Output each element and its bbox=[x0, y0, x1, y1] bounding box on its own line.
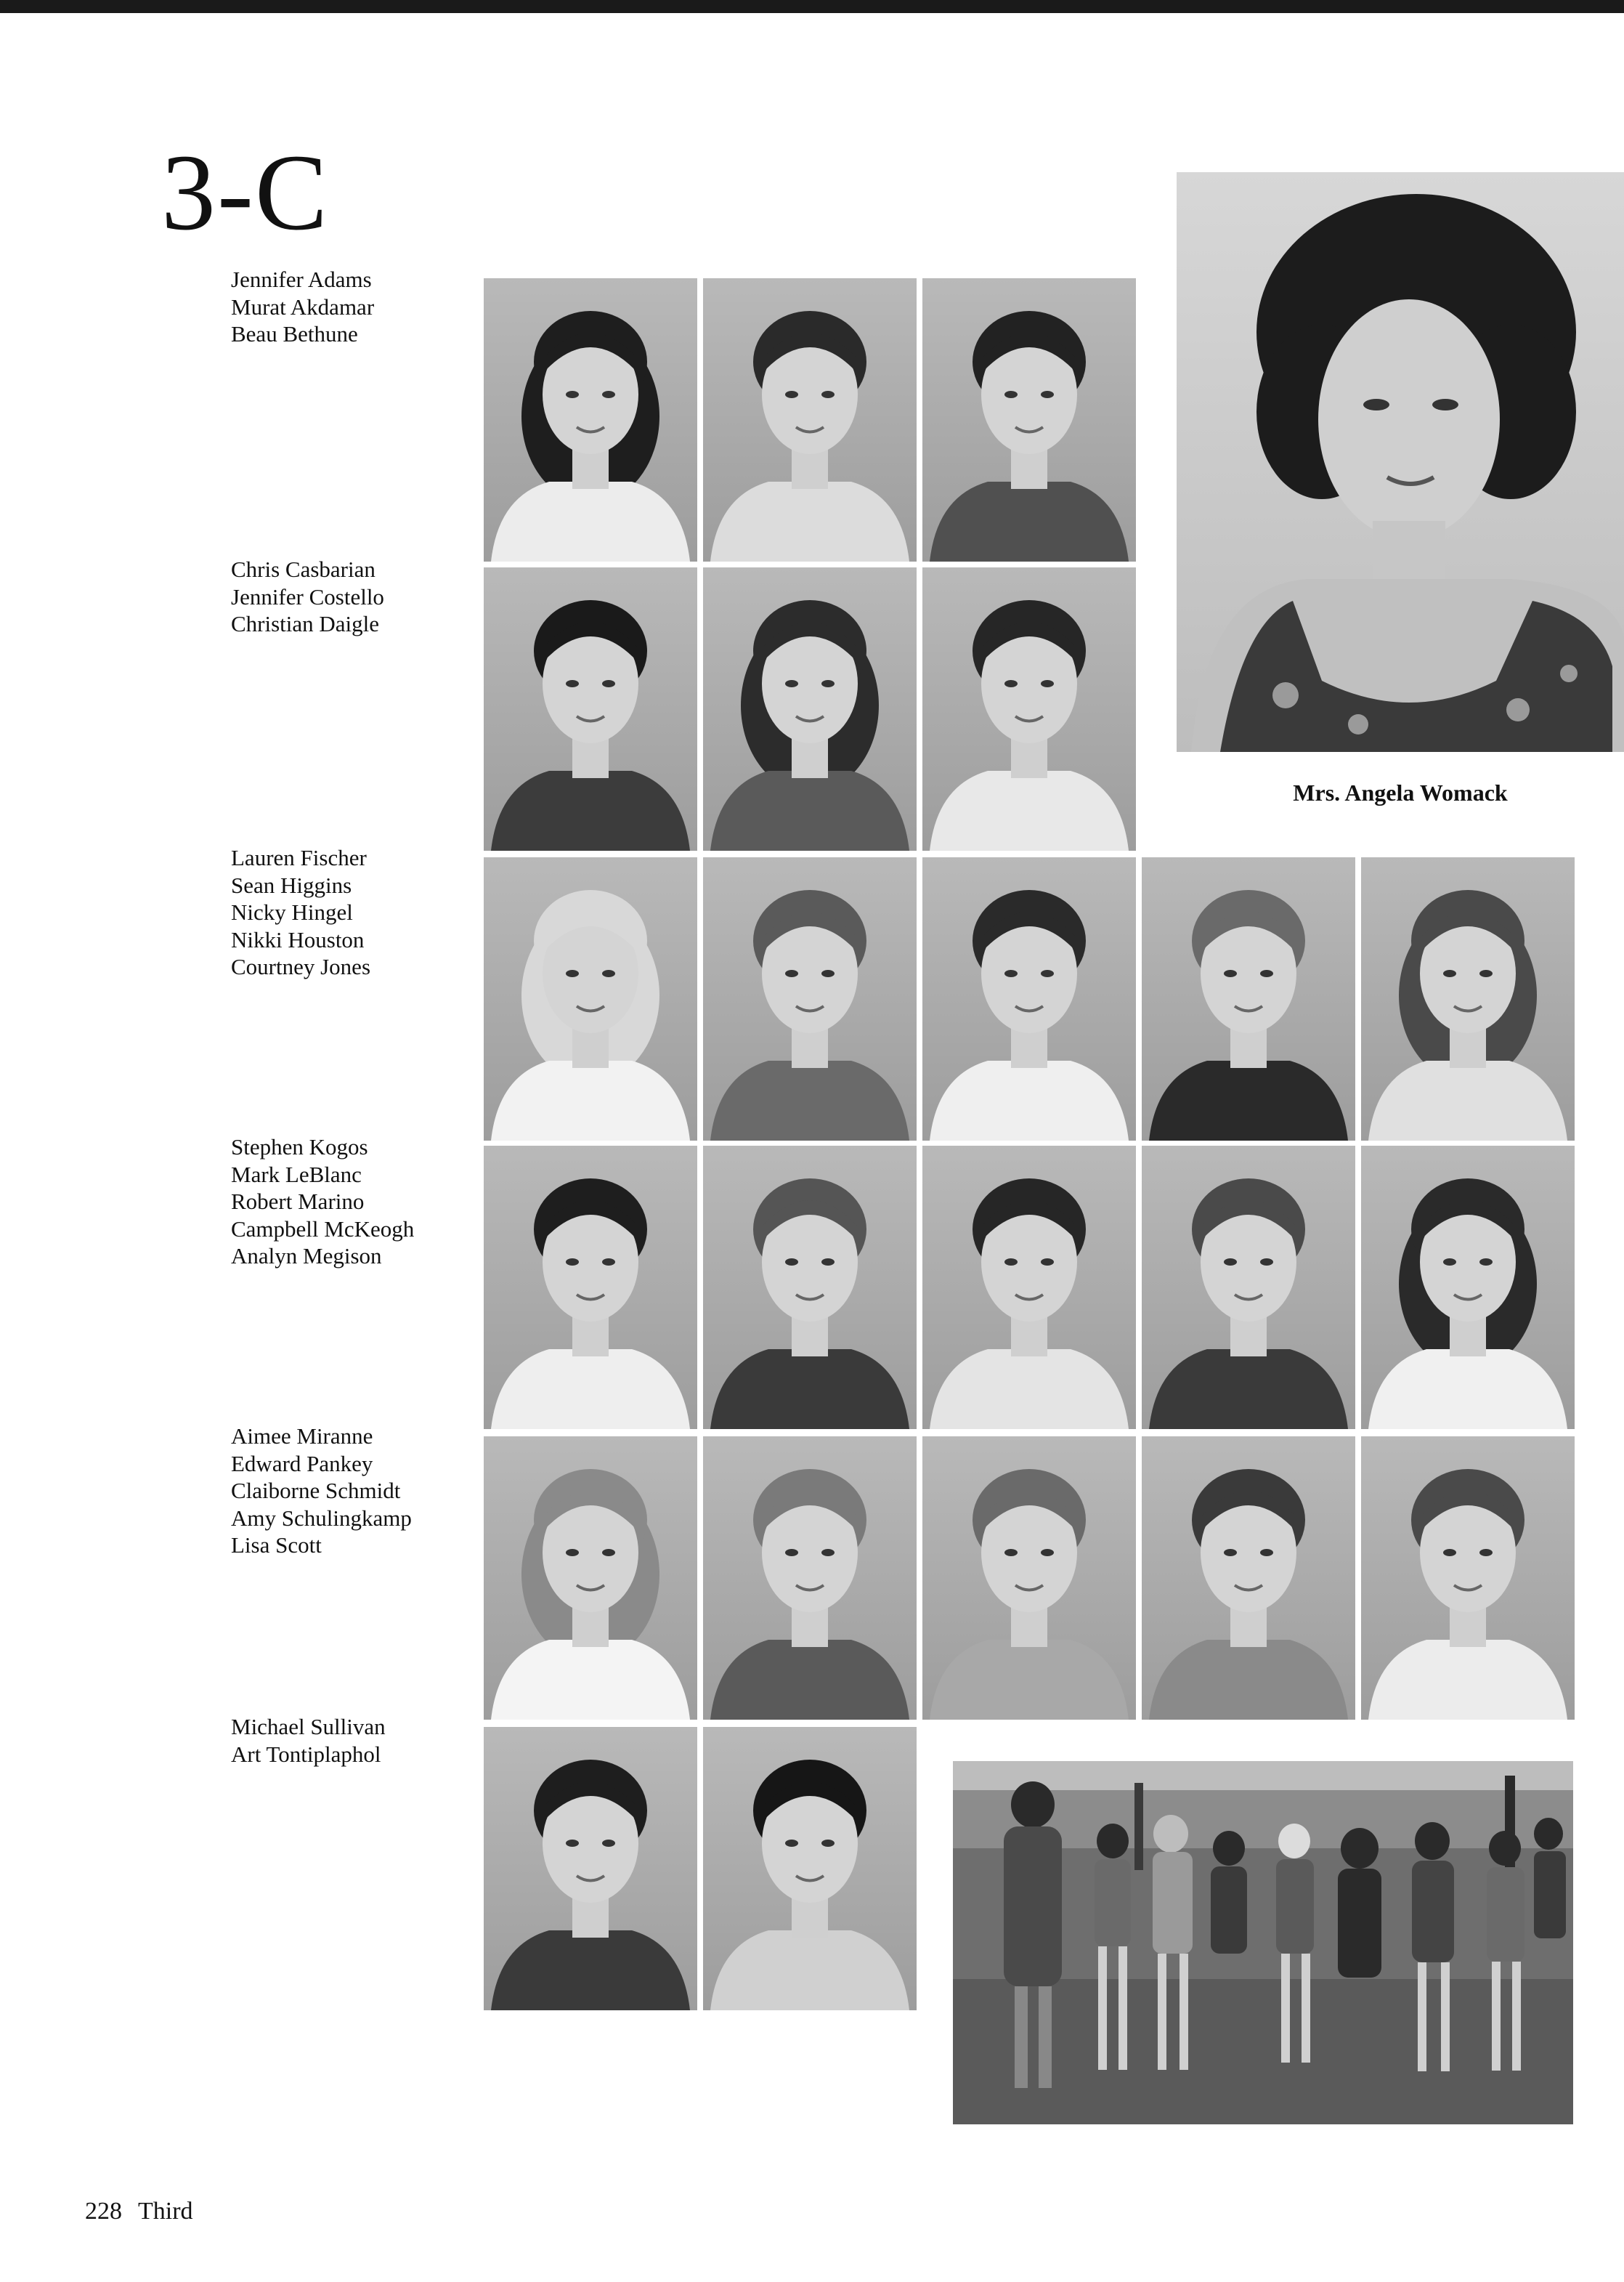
student-portrait bbox=[1142, 1146, 1355, 1429]
student-name: Sean Higgins bbox=[231, 872, 352, 898]
teacher-portrait bbox=[1177, 172, 1624, 752]
student-name: Christian Daigle bbox=[231, 611, 380, 636]
student-name: Jennifer Adams bbox=[231, 267, 372, 292]
student-name: Campbell McKeogh bbox=[231, 1215, 415, 1242]
student-name: Amy Schulingkamp bbox=[231, 1505, 412, 1531]
student-portrait bbox=[484, 567, 697, 851]
student-portrait bbox=[922, 278, 1136, 562]
student-portrait bbox=[1361, 1436, 1575, 1720]
student-name: Analyn Megison bbox=[231, 1243, 382, 1269]
student-name: Robert Marino bbox=[231, 1189, 365, 1214]
name-group-row-3 bbox=[231, 844, 471, 981]
name-group-row-1 bbox=[231, 266, 471, 348]
student-name: Aimee Miranne bbox=[231, 1423, 373, 1449]
student-name: Claiborne Schmidt bbox=[231, 1478, 401, 1503]
page-number: 228 bbox=[85, 2198, 122, 2225]
student-portrait bbox=[484, 278, 697, 562]
student-name: Michael Sullivan bbox=[231, 1714, 386, 1739]
student-name: Nicky Hingel bbox=[231, 899, 353, 925]
student-portrait bbox=[922, 1146, 1136, 1429]
student-portrait bbox=[484, 1146, 697, 1429]
student-name: Lisa Scott bbox=[231, 1532, 322, 1558]
student-name: Jennifer Costello bbox=[231, 583, 384, 610]
section-label: Third bbox=[138, 2198, 193, 2225]
student-portrait bbox=[703, 1436, 917, 1720]
student-name: Edward Pankey bbox=[231, 1450, 373, 1476]
name-group-row-4 bbox=[231, 1133, 471, 1270]
page-top-border bbox=[0, 0, 1624, 13]
student-portrait bbox=[703, 1146, 917, 1429]
student-portrait bbox=[703, 278, 917, 562]
teacher-name: Mrs. Angela Womack bbox=[1293, 780, 1508, 806]
student-name: Nikki Houston bbox=[231, 926, 365, 952]
student-name: Stephen Kogos bbox=[231, 1134, 368, 1160]
student-portrait bbox=[1361, 857, 1575, 1141]
class-candid-photo bbox=[953, 1761, 1573, 2124]
student-name: Chris Casbarian bbox=[231, 557, 375, 582]
student-portrait bbox=[484, 1727, 697, 2010]
name-group-row-2 bbox=[231, 556, 471, 638]
student-portrait bbox=[1142, 1436, 1355, 1720]
class-title: 3-C bbox=[161, 132, 329, 253]
student-portrait bbox=[1361, 1146, 1575, 1429]
student-name: Courtney Jones bbox=[231, 954, 371, 979]
student-portrait bbox=[922, 567, 1136, 851]
student-portrait bbox=[922, 857, 1136, 1141]
student-portrait bbox=[703, 857, 917, 1141]
student-name: Lauren Fischer bbox=[231, 845, 367, 870]
student-name: Mark LeBlanc bbox=[231, 1161, 362, 1187]
student-portrait bbox=[1142, 857, 1355, 1141]
student-portrait bbox=[703, 567, 917, 851]
student-portrait bbox=[484, 1436, 697, 1720]
student-name: Art Tontiplaphol bbox=[231, 1741, 381, 1767]
student-portrait bbox=[922, 1436, 1136, 1720]
student-portrait bbox=[703, 1727, 917, 2010]
name-group-row-6 bbox=[231, 1713, 471, 1768]
student-name: Murat Akdamar bbox=[231, 294, 375, 320]
name-group-row-5 bbox=[231, 1423, 471, 1559]
student-name: Beau Bethune bbox=[231, 321, 358, 347]
page-footer bbox=[85, 2198, 209, 2225]
student-portrait bbox=[484, 857, 697, 1141]
